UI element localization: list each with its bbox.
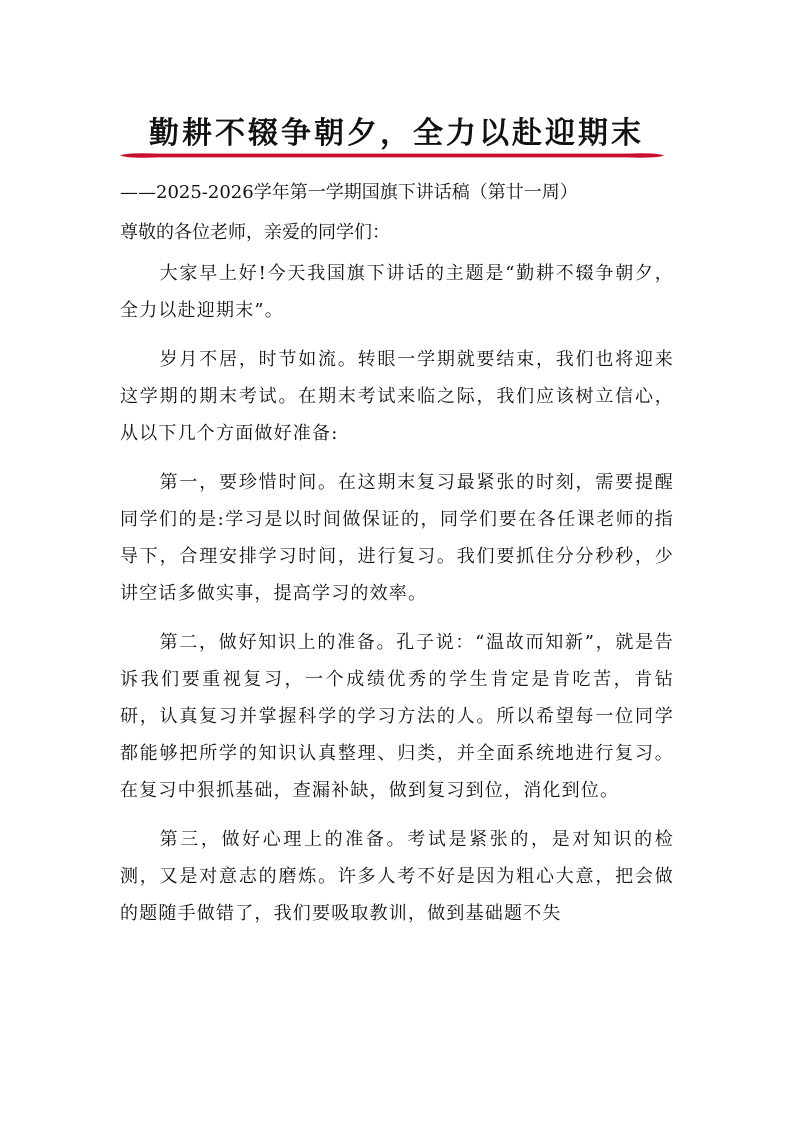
paragraph: 第三，做好心理上的准备。考试是紧张的，是对知识的检测，又是对意志的磨炼。许多人考不好是因为粗心大意，把会做的题随手做错了，我们要吸取教训，做到基础题不失 xyxy=(120,829,674,924)
paragraph: 岁月不居，时节如流。转眼一学期就要结束，我们也将迎来这学期的期末考试。在期末考试来临之际，我们应该树立信心，从以下几个方面做好准备: xyxy=(120,349,674,444)
paragraph: 第一，要珍惜时间。在这期末复习最紧张的时刻，需要提醒同学们的是:学习是以时间做保证的，同学们要在各任课老师的指导下，合理安排学习时间，进行复习。我们要抓住分分秒秒，少讲空话多做实事，提高学习的效率。 xyxy=(120,472,674,604)
paragraph: 第二，做好知识上的准备。孔子说：“温故而知新”，就是告诉我们要重视复习，一个成绩优秀的学生肯定是肯吃苦，肯钻研，认真复习并掌握科学的学习方法的人。所以希望每一位同学都能够把所学的知识认真整理、归类，并全面系统地进行复习。在复习中狠抓基础，查漏补缺，做到复习到位，消化到位。 xyxy=(120,632,674,801)
paragraph: 大家早上好!今天我国旗下讲话的主题是“勤耕不辍争朝夕，全力以赴迎期末”。 xyxy=(120,263,674,321)
title-underline xyxy=(118,152,666,159)
document-body xyxy=(120,255,674,944)
document-subtitle: ——2025-2026学年第一学期国旗下讲话稿（第廿一周） xyxy=(120,182,578,203)
salutation: 尊敬的各位老师，亲爱的同学们： xyxy=(120,222,390,243)
document-title: 勤耕不辍争朝夕，全力以赴迎期末 xyxy=(149,116,644,151)
